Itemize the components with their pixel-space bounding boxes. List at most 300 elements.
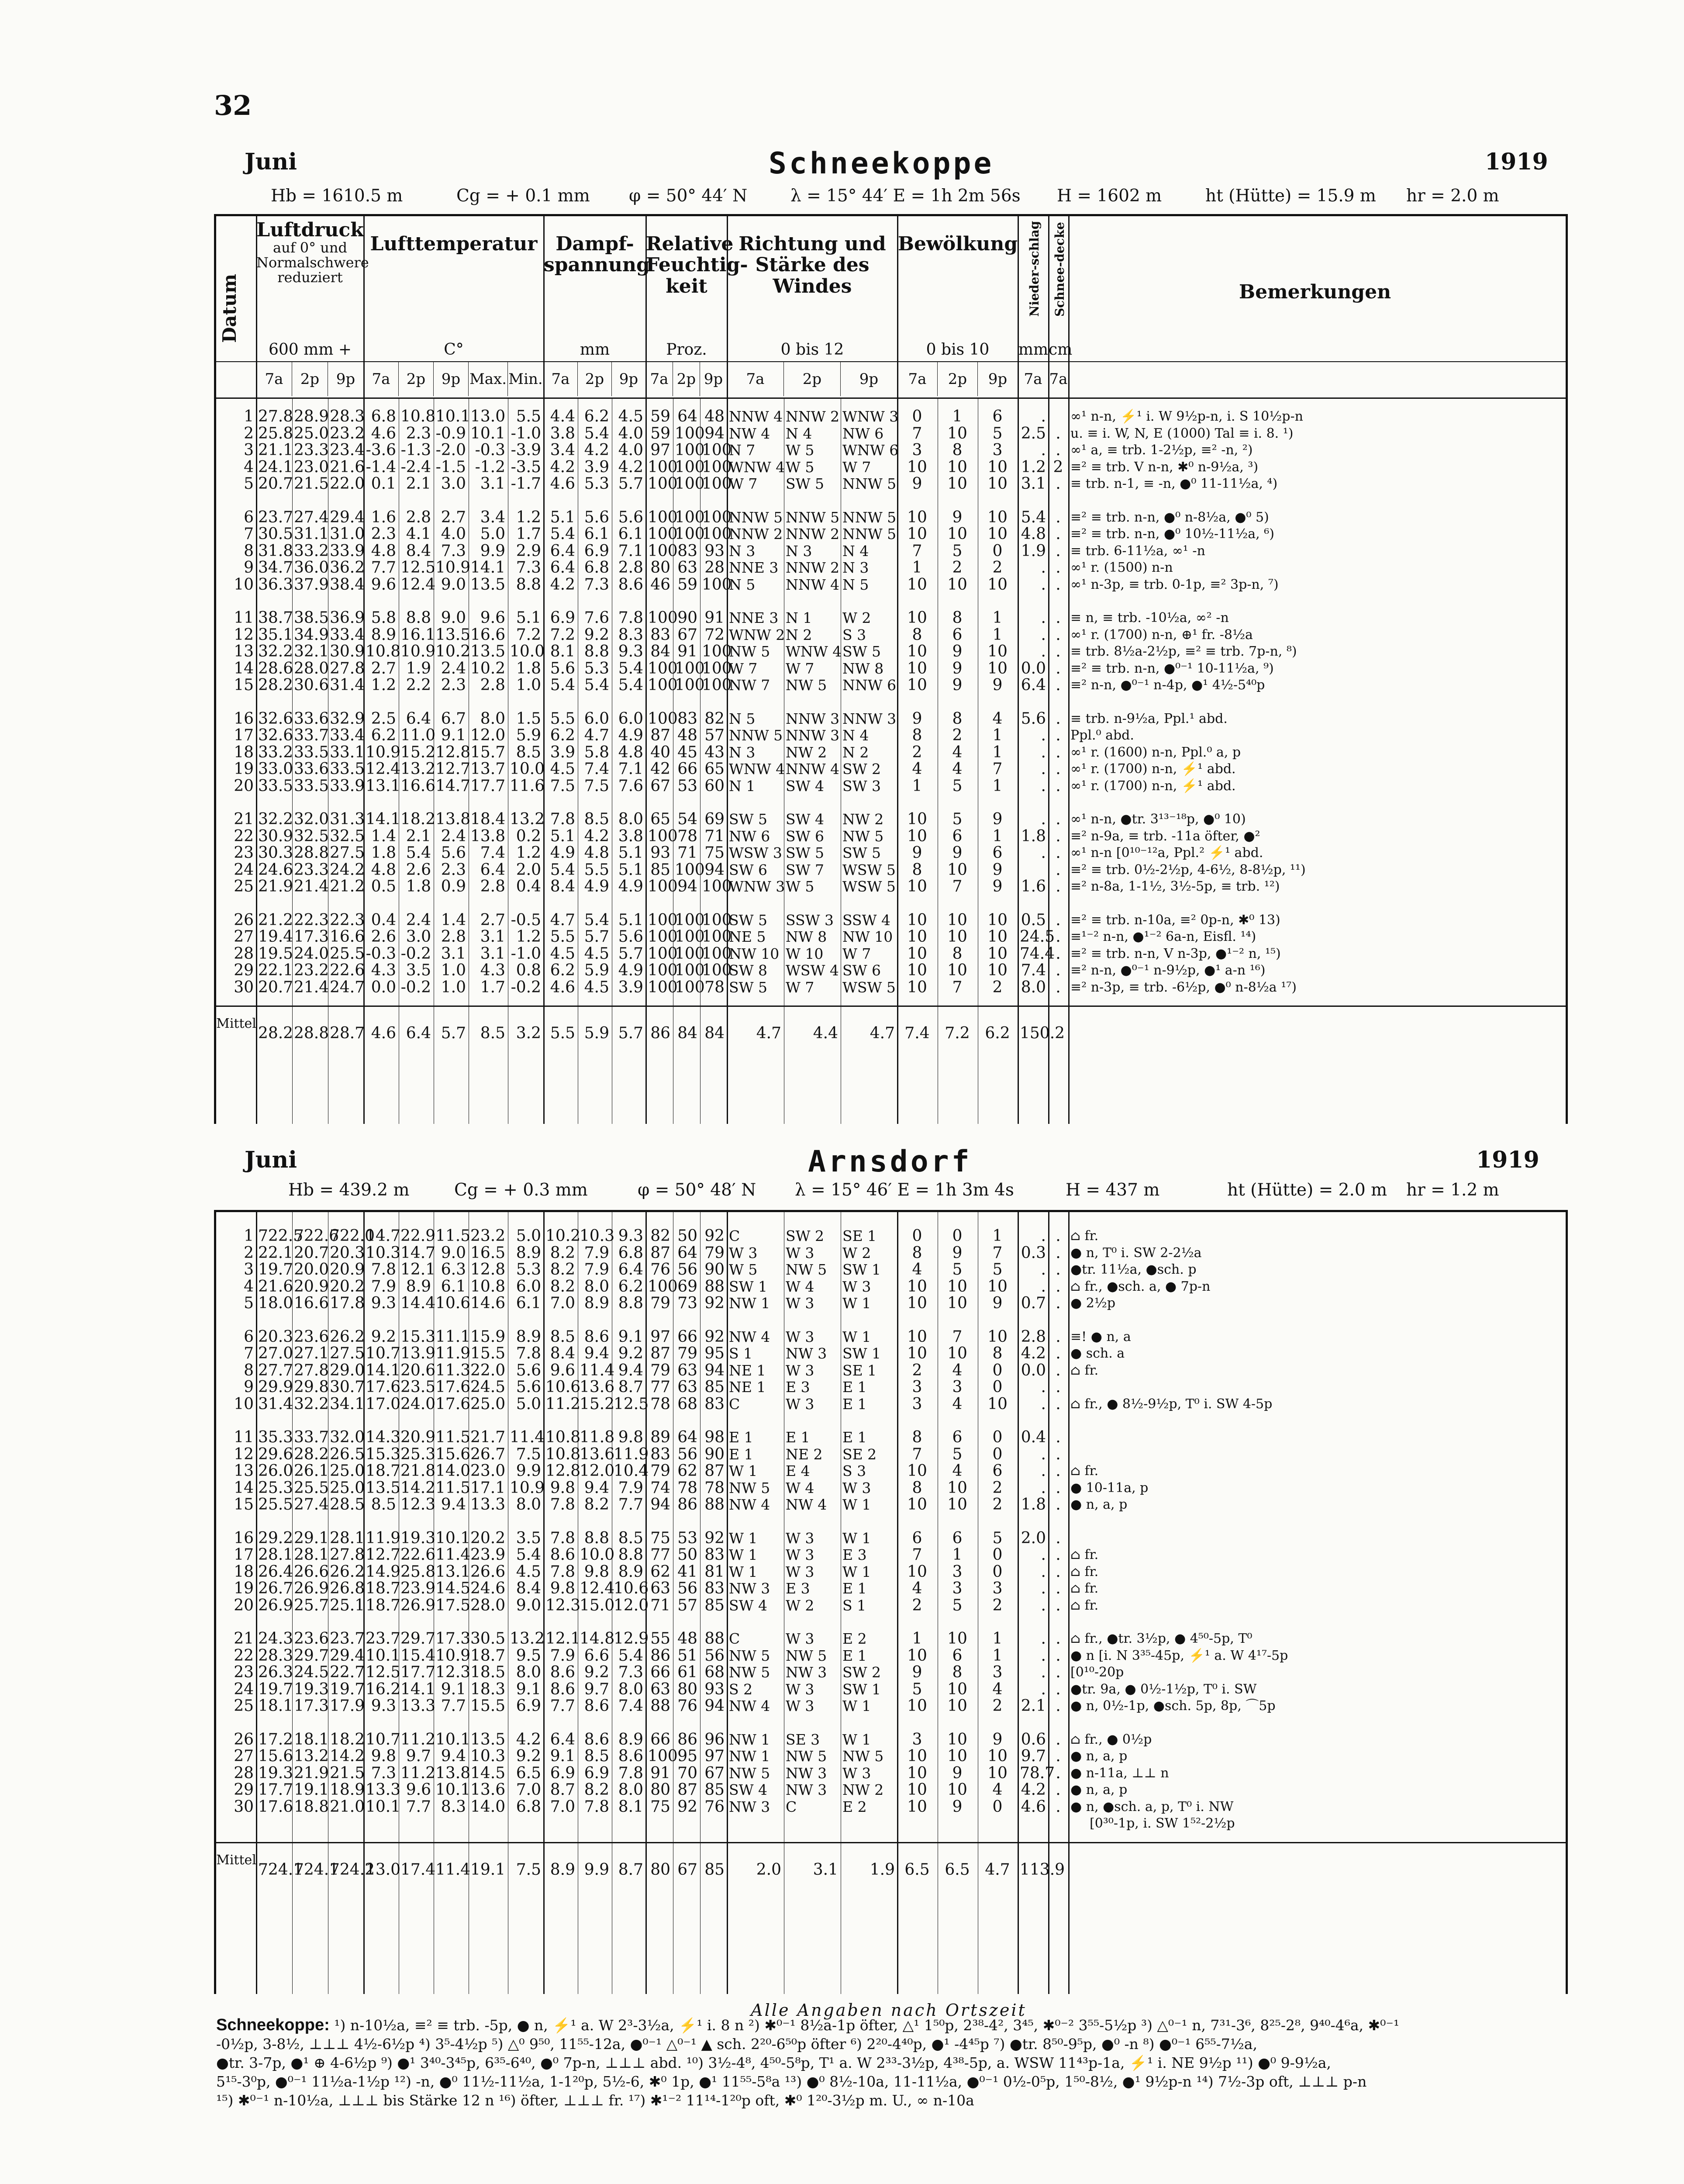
cell-value: 20.9 (330, 1261, 365, 1279)
cell-value: 1.8 (406, 878, 431, 895)
table-row (216, 1480, 1566, 1497)
cell-value: 31.3 (330, 810, 365, 828)
cell-value: 3.8 (550, 424, 575, 442)
cell-value: 4.2 (516, 1730, 541, 1749)
cell-value: 5.1 (550, 508, 575, 526)
cell-value: 19.7 (258, 1261, 293, 1279)
cell-value: 79 (650, 1361, 670, 1379)
cell-value: 10 (947, 860, 967, 879)
cell-value: 15.5 (470, 1344, 506, 1362)
cell-value: 4.5 (550, 760, 575, 778)
cell-value: 10 (987, 1764, 1008, 1782)
cell-value: 14.1 (366, 1361, 401, 1379)
cell-value: NW 1 (729, 1731, 770, 1748)
cell-value: 8 (912, 860, 922, 879)
cell-value: 2.8 (441, 928, 466, 946)
cell-value: W 1 (842, 1295, 871, 1312)
cell-value: . (1056, 441, 1061, 459)
mean-value: 724.1 (258, 1860, 304, 1879)
cell-value: 8 (952, 1663, 963, 1681)
cell-value: 6.2 (618, 1277, 643, 1296)
cell-value: 19.3 (294, 1680, 329, 1698)
cell-value: 100 (702, 458, 732, 476)
cell-value: 4 (952, 743, 963, 761)
cell-value: . (1056, 1781, 1061, 1799)
cell-value: . (1056, 1730, 1061, 1749)
cell-value: . (1041, 1630, 1046, 1648)
cell-value: 64 (677, 1428, 697, 1446)
cell-value: 5.7 (584, 928, 609, 946)
cell-value: 30.5 (258, 525, 293, 543)
header-luftdruck (256, 216, 369, 361)
cell-value: 26.5 (330, 1445, 365, 1463)
cell-value: 16.5 (470, 1244, 506, 1262)
cell-value: 37.9 (294, 575, 329, 594)
cell-value: 100 (648, 659, 678, 677)
cell-value: 100 (648, 676, 678, 694)
mean-value: 67 (677, 1860, 697, 1879)
cell-value: W 3 (842, 1479, 871, 1496)
mean-value: 84 (677, 1024, 697, 1042)
cell-value: 5.6 (618, 928, 643, 946)
cell-value: E 1 (729, 1445, 753, 1463)
cell-value: 10 (947, 1781, 967, 1799)
column-border (727, 216, 728, 1124)
column-border (897, 216, 898, 1124)
cell-remark: ⌂ fr., ● 0½p (1070, 1731, 1152, 1747)
cell-value: 12.7 (435, 760, 471, 778)
cell-value: 10.1 (435, 1781, 471, 1799)
meta-hb: Hb = 439.2 m (288, 1180, 410, 1200)
cell-value: 14.7 (400, 1244, 436, 1262)
cell-value: 9.2 (584, 625, 609, 644)
cell-value: 24.3 (258, 1630, 293, 1648)
cell-value: 3 (992, 1579, 1003, 1597)
cell-value: 71 (650, 1596, 670, 1614)
meta-cg: Cg = + 0.3 mm (454, 1180, 588, 1200)
column-border (543, 216, 545, 1124)
cell-value: 4.0 (618, 424, 643, 442)
cell-value: 4.5 (516, 1562, 541, 1581)
table-row (216, 828, 1566, 845)
cell-value: 14.7 (435, 777, 471, 795)
cell-value: W 7 (786, 660, 814, 677)
cell-value: 7.0 (550, 1294, 575, 1312)
cell-value: 7 (912, 1546, 922, 1564)
cell-value: 29.7 (294, 1646, 329, 1665)
table-row (216, 610, 1566, 627)
cell-day: 17 (234, 726, 254, 744)
cell-value: NW 1 (729, 1295, 770, 1312)
cell-value: 9.6 (480, 609, 505, 627)
cell-value: 33.9 (330, 777, 365, 795)
cell-value: 8.2 (550, 1261, 575, 1279)
cell-value: 75 (650, 1529, 670, 1547)
header-time: 2p (938, 362, 978, 396)
cell-remark: ● n [i. N 3³⁵-45p, ⚡¹ a. W 4¹⁷-5p (1070, 1648, 1288, 1663)
cell-value: 9.0 (441, 575, 466, 594)
cell-value: 32.2 (258, 810, 293, 828)
cell-value: 9.5 (516, 1646, 541, 1665)
cell-value: . (1041, 760, 1046, 778)
cell-day: 30 (234, 1797, 254, 1816)
cell-value: 90 (677, 609, 697, 627)
footnote-line: 5¹⁵-3⁰p, ●⁰⁻¹ 11½a-1½p ¹²) -n, ●⁰ 11½-11½a, 1-1²⁰p, 5½-6, ✱⁰ 1p, ●¹ 11⁵⁵-5⁸a ¹³) ●⁰ 8½-10a, 11-11½a, ●⁰⁻¹ 0½-0⁵p, 1⁵⁰-8½, ●¹ 9½p-n ¹⁴) 7½-3p oft, ⊥⊥⊥ p-n (216, 2073, 1367, 2090)
cell-value: 92 (704, 1294, 725, 1312)
cell-value: N 4 (786, 425, 812, 442)
table-row (216, 1362, 1566, 1379)
cell-value: 15.3 (400, 1327, 436, 1346)
cell-value: W 4 (786, 1278, 814, 1295)
cell-value: 23.2 (470, 1227, 506, 1245)
cell-value: 3.1 (1021, 475, 1046, 493)
cell-value: 8.4 (550, 1344, 575, 1362)
cell-value: 48 (704, 408, 725, 425)
mean-value: 11.4 (435, 1860, 471, 1879)
cell-value: 56 (704, 1646, 725, 1665)
cell-value: 4.7 (584, 726, 609, 744)
cell-value: 4 (952, 760, 963, 778)
cell-value: N 1 (786, 609, 812, 626)
cell-value: C (729, 1395, 740, 1413)
cell-value: NNW 5 (729, 727, 783, 744)
header-bemerkungen (1069, 216, 1561, 361)
cell-value: NNE 3 (729, 609, 779, 626)
cell-value: 5 (992, 1261, 1003, 1279)
cell-value: 21.2 (258, 911, 293, 929)
cell-value: 23.7 (330, 1630, 365, 1648)
cell-value: S 3 (842, 626, 866, 643)
cell-value: 83 (704, 1395, 725, 1413)
header-time: Min. (508, 362, 544, 396)
cell-value: 0.0 (1021, 659, 1046, 677)
cell-value: 21.6 (330, 458, 365, 476)
cell-value: 10 (907, 1747, 927, 1765)
cell-value: N 2 (786, 626, 812, 643)
cell-value: NW 8 (786, 928, 827, 945)
cell-value: NW 3 (786, 1345, 827, 1362)
cell-value: 88 (704, 1496, 725, 1514)
cell-value: 3 (912, 1730, 922, 1749)
cell-value: 78 (704, 1479, 725, 1497)
cell-value: 100 (648, 911, 678, 929)
cell-value: 20.7 (258, 978, 293, 996)
cell-value: 5.3 (584, 475, 609, 493)
cell-remark: u. ≡ i. W, N, E (1000) Tal ≡ i. 8. ¹) (1070, 425, 1294, 441)
cell-value: W 3 (786, 1546, 814, 1563)
cell-value: 10.1 (470, 424, 506, 442)
cell-value: 7.7 (550, 1697, 575, 1715)
cell-value: 57 (704, 726, 725, 744)
cell-value: 13.5 (470, 575, 506, 594)
cell-value: N 3 (842, 559, 869, 576)
cell-value: 97 (650, 1327, 670, 1346)
cell-value: 22.1 (258, 961, 293, 979)
cell-value: 10 (987, 961, 1008, 979)
cell-day: 7 (244, 1344, 254, 1362)
header-title: Schnee-decke (1052, 222, 1067, 317)
cell-value: 1 (912, 777, 922, 795)
cell-remark: ⌂ fr. (1070, 1463, 1099, 1479)
cell-remark: ∞¹ a, ≡ trb. 1-2½p, ≡² -n, ²) (1070, 442, 1253, 458)
cell-value: 90 (704, 1445, 725, 1463)
cell-value: -0.3 (366, 944, 396, 963)
cell-value: 59 (650, 408, 670, 425)
cell-value: 100 (648, 542, 678, 560)
cell-value: . (1056, 676, 1061, 694)
cell-value: 0 (992, 1378, 1003, 1396)
cell-value: 83 (704, 1579, 725, 1597)
cell-value: 15.5 (470, 1697, 506, 1715)
cell-value: 59 (677, 575, 697, 594)
cell-value: 13.2 (400, 760, 436, 778)
cell-value: NE 1 (729, 1379, 766, 1396)
cell-value: 23.3 (294, 860, 329, 879)
cell-value: 9 (952, 1797, 963, 1816)
cell-value: SW 4 (729, 1597, 768, 1614)
cell-value: 31.8 (258, 542, 293, 560)
cell-value: 25.8 (258, 424, 293, 442)
cell-value: 10.2 (470, 659, 506, 677)
cell-value: 6.0 (618, 709, 643, 728)
cell-value: NW 6 (842, 425, 884, 442)
cell-day: 26 (234, 911, 254, 929)
column-divider (700, 1212, 701, 1994)
cell-value: 26.9 (294, 1579, 329, 1597)
cell-value: 33.6 (294, 760, 329, 778)
cell-value: 4.9 (584, 878, 609, 895)
cell-value: 29.4 (330, 508, 365, 526)
cell-value: 1 (992, 743, 1003, 761)
cell-value: 9.6 (550, 1361, 575, 1379)
cell-value: 17.9 (330, 1697, 365, 1715)
cell-value: 14.3 (366, 1428, 401, 1446)
cell-value: 10 (987, 1327, 1008, 1346)
cell-value (1050, 408, 1066, 425)
cell-value: 5.6 (550, 659, 575, 677)
cell-value: 18.8 (294, 1797, 329, 1816)
cell-value: W 3 (842, 1764, 871, 1782)
table-row (216, 476, 1566, 493)
column-border (1048, 216, 1049, 1124)
cell-value: 4.4 (550, 408, 575, 425)
cell-value: 10 (907, 609, 927, 627)
cell-value: SW 4 (786, 777, 825, 795)
cell-value: 96 (704, 1730, 725, 1749)
cell-value: W 3 (786, 1362, 814, 1379)
cell-value: 5 (912, 1680, 922, 1698)
cell-remark: ≡² ≡ trb. n-10a, ≡² 0p-n, ✱⁰ 13) (1070, 912, 1280, 928)
mean-row (216, 1842, 1566, 1897)
cell-value: 4 (912, 1579, 922, 1597)
cell-value: 2 (992, 1697, 1003, 1715)
cell-value: 5 (952, 777, 963, 795)
header-title: Bemerkungen (1239, 281, 1391, 303)
header-datum (216, 216, 257, 361)
cell-value: 21.9 (294, 1764, 329, 1782)
cell-value: W 1 (729, 1462, 758, 1479)
cell-value: 7.5 (550, 777, 575, 795)
cell-value: 50 (677, 1227, 697, 1245)
header-time: 9p (328, 362, 364, 396)
cell-value: 10.6 (614, 1579, 649, 1597)
cell-value: 6.4 (480, 860, 505, 879)
cell-value: 26.3 (258, 1663, 293, 1681)
table-row (216, 979, 1566, 996)
cell-value: SW 4 (786, 811, 825, 828)
cell-value: 4.6 (1021, 1797, 1046, 1816)
cell-value: . (1056, 475, 1061, 493)
cell-value: 2.8 (406, 508, 431, 526)
cell-value: 5.4 (550, 676, 575, 694)
cell-value: 10.8 (545, 1428, 581, 1446)
cell-value: 25.7 (294, 1596, 329, 1614)
table-row (216, 912, 1566, 929)
cell-day: 28 (234, 1764, 254, 1782)
cell-value: . (1056, 827, 1061, 845)
cell-value: 4.2 (584, 441, 609, 459)
cell-value: 10.0 (580, 1546, 615, 1564)
cell-value: 2 (992, 1479, 1003, 1497)
cell-value: 6.2 (584, 408, 609, 425)
cell-value: 2 (952, 559, 963, 577)
cell-value: 5.1 (618, 860, 643, 879)
cell-day: 23 (234, 1663, 254, 1681)
cell-value: 6.1 (516, 1294, 541, 1312)
cell-value: W 5 (786, 442, 814, 459)
cell-value: SE 1 (842, 1362, 877, 1379)
meta-hr: hr = 1.2 m (1406, 1180, 1499, 1200)
cell-value: 10 (947, 961, 967, 979)
cell-value: 29.8 (294, 1378, 329, 1396)
mean-value: 17.4 (400, 1860, 436, 1879)
cell-value: 0 (992, 1361, 1003, 1379)
cell-value: 1.4 (441, 911, 466, 929)
mean-value: 113.9 (1020, 1860, 1065, 1879)
cell-value: 5.4 (584, 911, 609, 929)
cell-value: 94 (704, 1697, 725, 1715)
cell-value: -1.4 (366, 458, 396, 476)
cell-value: 28 (704, 559, 725, 577)
cell-value: 32.6 (258, 726, 293, 744)
cell-value: . (1056, 810, 1061, 828)
cell-value: 27.5 (330, 844, 365, 862)
cell-value: SW 5 (729, 911, 768, 929)
cell-day: 20 (234, 777, 254, 795)
cell-value: 36.2 (330, 559, 365, 577)
cell-day: 24 (234, 860, 254, 879)
cell-value: 22.3 (294, 911, 329, 929)
cell-value: 9 (952, 659, 963, 677)
cell-value: 24.6 (470, 1579, 506, 1597)
cell-value: 9.3 (371, 1697, 396, 1715)
cell-value: 65 (704, 760, 725, 778)
cell-value: SW 5 (786, 844, 825, 861)
cell-value: NW 7 (729, 677, 770, 694)
cell-day: 28 (234, 944, 254, 963)
cell-value: 1 (992, 625, 1003, 644)
cell-day: 15 (234, 1496, 254, 1514)
cell-value: -1.7 (511, 475, 541, 493)
cell-value: 2.7 (480, 911, 505, 929)
cell-value: 8.6 (584, 1697, 609, 1715)
cell-value: 9.9 (516, 1462, 541, 1480)
cell-value: 8.8 (584, 1529, 609, 1547)
cell-value: 13.3 (470, 1496, 506, 1514)
cell-value: 10.0 (510, 643, 545, 660)
cell-value: 1 (992, 1630, 1003, 1648)
cell-value: . (1056, 844, 1061, 862)
cell-value: 42 (650, 760, 670, 778)
cell-value: 8.6 (550, 1546, 575, 1564)
cell-remark: ≡! ● n, a (1070, 1329, 1131, 1344)
cell-value: 38.5 (294, 609, 329, 627)
cell-value: 7.4 (480, 844, 505, 862)
cell-value: 2.8 (480, 878, 505, 895)
cell-value: 11.6 (510, 777, 545, 795)
cell-value: 33.9 (330, 542, 365, 560)
cell-value: 8.5 (584, 1747, 609, 1765)
cell-value: 10 (907, 944, 927, 963)
cell-day: 6 (244, 1327, 254, 1346)
cell-value: 4 (912, 760, 922, 778)
cell-value: 5.4 (618, 676, 643, 694)
cell-value: 31.4 (258, 1395, 293, 1413)
cell-value: 21.2 (330, 878, 365, 895)
cell-day: 18 (234, 743, 254, 761)
cell-value: 6.4 (1021, 676, 1046, 694)
cell-value: 90 (704, 1261, 725, 1279)
cell-value: 71 (704, 827, 725, 845)
cell-value: 22.7 (330, 1663, 365, 1681)
cell-value: 1.0 (516, 676, 541, 694)
cell-value: 50 (677, 1546, 697, 1564)
cell-value: 7 (992, 1244, 1003, 1262)
cell-value: 30.9 (258, 827, 293, 845)
cell-value: 10.1 (366, 1797, 401, 1816)
cell-value: NNW 5 (786, 508, 840, 526)
table-row (216, 425, 1566, 442)
cell-day: 25 (234, 878, 254, 895)
cell-value: 63 (677, 559, 697, 577)
cell-remark: ≡² n-9a, ≡ trb. -11a öfter, ●² (1070, 828, 1260, 844)
cell-value: 8.9 (618, 1730, 643, 1749)
cell-value: 9.8 (550, 1579, 575, 1597)
cell-value: 27.8 (330, 1546, 365, 1564)
cell-value: 5.4 (584, 676, 609, 694)
cell-value: SW 2 (842, 760, 881, 778)
cell-value: 722.0 (330, 1227, 375, 1245)
table-header (216, 216, 1566, 399)
cell-value: 14.6 (470, 1294, 506, 1312)
cell-value: 9 (992, 860, 1003, 879)
cell-value: 7 (912, 424, 922, 442)
cell-value: WSW 3 (729, 844, 782, 861)
cell-value: 9.0 (441, 1244, 466, 1262)
cell-value: 28.3 (258, 1646, 293, 1665)
cell-value: 34.1 (330, 1395, 365, 1413)
header-schnee (1049, 216, 1073, 361)
cell-value: 28.2 (294, 1445, 329, 1463)
cell-remark: ≡ trb. n-9½a, Ppl.¹ abd. (1070, 711, 1228, 726)
cell-value: 12.1 (545, 1630, 581, 1648)
cell-value: 4.6 (550, 978, 575, 996)
table-row (216, 1496, 1566, 1514)
cell-value: 87 (650, 1344, 670, 1362)
cell-value: 13.0 (470, 408, 506, 425)
cell-value: 8.6 (584, 1327, 609, 1346)
cell-value: 14.0 (435, 1462, 471, 1480)
